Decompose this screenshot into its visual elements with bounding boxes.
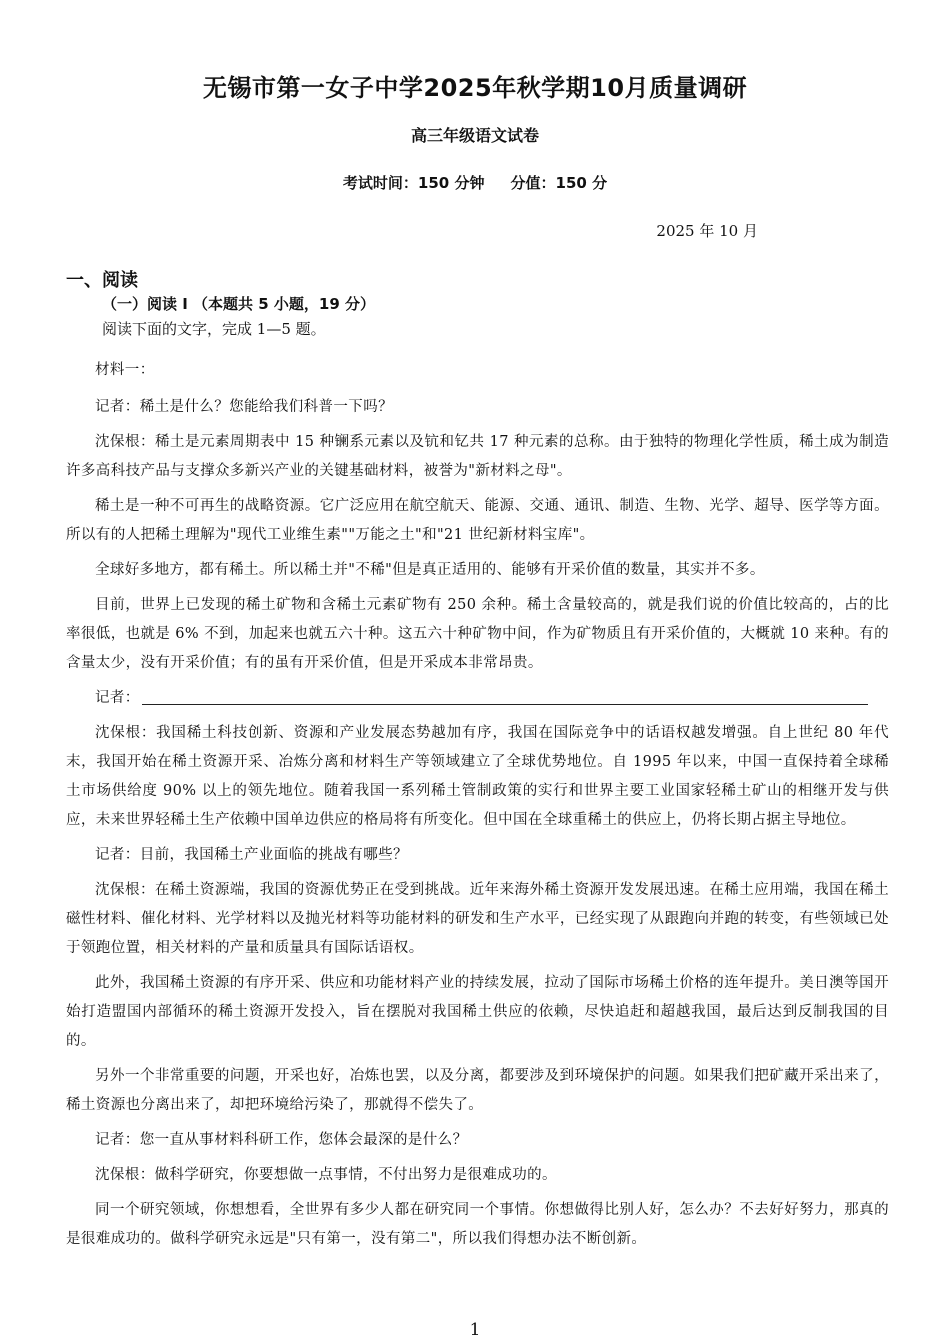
paragraph: 稀土是一种不可再生的战略资源。它广泛应用在航空航天、能源、交通、通讯、制造、生物、光学、超导、医学等方面。所以有的人把稀土理解为"现代工业维生素""万能之土"和"21 世纪新材料宝库"。 (66, 498, 889, 543)
paragraph: 沈保根：做科学研究，你要想做一点事情，不付出努力是很难成功的。 (95, 1167, 557, 1183)
page-number: 1 (469, 1320, 481, 1340)
material-body (66, 356, 889, 1260)
material-label: 材料一： (95, 362, 155, 378)
paragraph: 记者：目前，我国稀土产业面临的挑战有哪些？ (95, 847, 408, 863)
exam-subtitle: 高三年级语文试卷 (410, 126, 539, 145)
paragraph: 沈保根：我国稀土科技创新、资源和产业发展态势越加有序，我国在国际竞争中的话语权越发增强。自上世纪 80 年代末，我国开始在稀土资源开采、冶炼分离和材料生产等领域建立了全球优势地位。自 1995 年以来，中国一直保持着全球稀土市场供给度 90% 以上的领先地位。随着我国一系列稀土管制政策的实行和世界主要工业国家轻稀土矿山的相继开发与供应，未来世界轻稀土生产依赖中国单边供应的格局将有所变化。但中国在全球重稀土的供应上，仍将长期占据主导地位。 (66, 725, 889, 828)
paragraph: 记者：您一直从事材料科研工作，您体会最深的是什么？ (95, 1132, 468, 1148)
paragraph: 沈保根：在稀土资源端，我国的资源优势正在受到挑战。近年来海外稀土资源开发发展迅速。在稀土应用端，我国在稀土磁性材料、催化材料、光学材料以及抛光材料等功能材料的研发和生产水平，已经实现了从跟跑向并跑的转变，有些领域已处于领跑位置，相关材料的产量和质量具有国际话语权。 (66, 882, 889, 956)
blank-question-line (66, 684, 889, 713)
paragraph: 目前，世界上已发现的稀土矿物和含稀土元素矿物有 250 余种。稀土含量较高的，就是我们说的价值比较高的，占的比率很低，也就是 6% 不到，加起来也就五六十种。这五六十种矿物中间，作为矿物质且有开采价值的，大概就 10 来种。有的含量太少，没有开采价值；有的虽有开采价值，但是开采成本非常昂贵。 (66, 597, 889, 671)
answer-blank[interactable] (142, 688, 868, 705)
paragraph: 记者：稀土是什么？您能给我们科普一下吗？ (95, 399, 393, 415)
paragraph: 沈保根：稀土是元素周期表中 15 种镧系元素以及钪和钇共 17 种元素的总称。由于独特的物理化学性质，稀土成为制造许多高科技产品与支撑众多新兴产业的关键基础材料，被誉为"新材料之母"。 (66, 434, 889, 479)
section-heading: 一、阅读 (66, 270, 138, 291)
exam-title: 无锡市第一女子中学2025年秋学期10月质量调研 (202, 74, 748, 102)
instruction-text: 阅读下面的文字，完成 1—5 题。 (102, 320, 326, 338)
paragraph: 全球好多地方，都有稀土。所以稀土并"不稀"但是真正适用的、能够有开采价值的数量，其实并不多。 (95, 562, 765, 578)
exam-date: 2025 年 10 月 (656, 222, 758, 240)
paragraph: 此外，我国稀土资源的有序开采、供应和功能材料产业的持续发展，拉动了国际市场稀土价格的连年提升。美日澳等国开始打造盟国内部循环的稀土资源开发投入，旨在摆脱对我国稀土供应的依赖，尽快追赶和超越我国，最后达到反制我国的目的。 (66, 975, 889, 1049)
part-heading: （一）阅读 Ⅰ （本题共 5 小题，19 分） (102, 295, 376, 313)
paragraph: 同一个研究领域，你想想看，全世界有多少人都在研究同一个事情。你想做得比别人好，怎么办？不去好好努力，那真的是很难成功的。做科学研究永远是"只有第一，没有第二"，所以我们得想办法不断创新。 (66, 1202, 889, 1247)
exam-info: 考试时间：150 分钟 分值：150 分 (342, 174, 608, 192)
paragraph: 另外一个非常重要的问题，开采也好，冶炼也罢，以及分离，都要涉及到环境保护的问题。如果我们把矿藏开采出来了，稀土资源也分离出来了，却把环境给污染了，那就得不偿失了。 (66, 1068, 889, 1113)
blank-label: 记者： (95, 690, 140, 706)
